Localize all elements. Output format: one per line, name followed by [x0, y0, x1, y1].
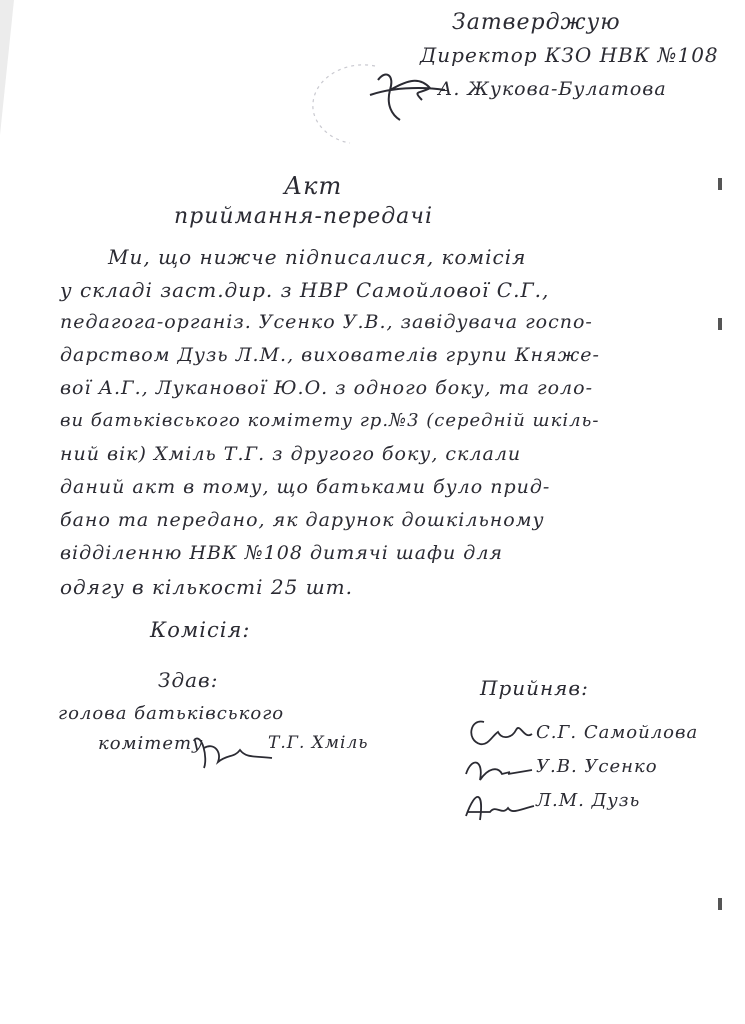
title-line-2: приймання-передачі: [174, 204, 434, 229]
commission-label: Комісія:: [150, 618, 251, 642]
received-signature-3: [456, 786, 536, 824]
approval-line-3: А. Жукова-Булатова: [438, 78, 667, 100]
body-line: даний акт в тому, що батьками було прид-: [60, 476, 551, 498]
body-line: бано та передано, як дарунок дошкільному: [60, 509, 545, 531]
scan-mark: [718, 318, 722, 330]
body-line: ний вік) Хміль Т.Г. з другого боку, склали: [60, 443, 522, 465]
body-line: педагога-організ. Усенко У.В., завідувача госпо-: [60, 311, 593, 333]
stamp-trace: [305, 58, 385, 148]
body-line: вої А.Г., Луканової Ю.О. з одного боку, та голо-: [60, 377, 594, 399]
received-signature-2: [458, 752, 534, 788]
body-line: дарством Дузь Л.М., вихователів групи Княже-: [60, 344, 600, 366]
body-line: Ми, що нижче підписалися, комісія: [108, 245, 527, 269]
handed-signature: [188, 728, 278, 778]
received-name-3: Л.М. Дузь: [536, 790, 641, 811]
scan-mark: [718, 178, 722, 190]
received-label: Прийняв:: [480, 676, 589, 700]
received-name-2: У.В. Усенко: [536, 756, 658, 777]
scan-mark: [718, 898, 722, 910]
body-line: у складі заст.дир. з НВР Самойлової С.Г.,: [60, 278, 550, 302]
body-line: ви батьківського комітету гр.№3 (середній шкіль-: [60, 410, 600, 431]
body-line: відділенню НВК №108 дитячі шафи для: [60, 542, 503, 564]
handed-role-line-2: комітету: [98, 733, 204, 754]
title-line-1: Акт: [284, 172, 343, 200]
handed-role-line-1: голова батьківського: [58, 703, 285, 724]
received-name-1: С.Г. Самойлова: [536, 722, 699, 743]
handed-label: Здав:: [158, 668, 219, 692]
approval-line-2: Директор КЗО НВК №108: [420, 43, 719, 67]
handed-name: Т.Г. Хміль: [268, 733, 369, 753]
approval-line-1: Затверджую: [452, 10, 621, 35]
received-signature-1: [462, 712, 534, 752]
scan-corner-shadow: [0, 0, 14, 135]
body-line: одягу в кількості 25 шт.: [60, 575, 353, 599]
